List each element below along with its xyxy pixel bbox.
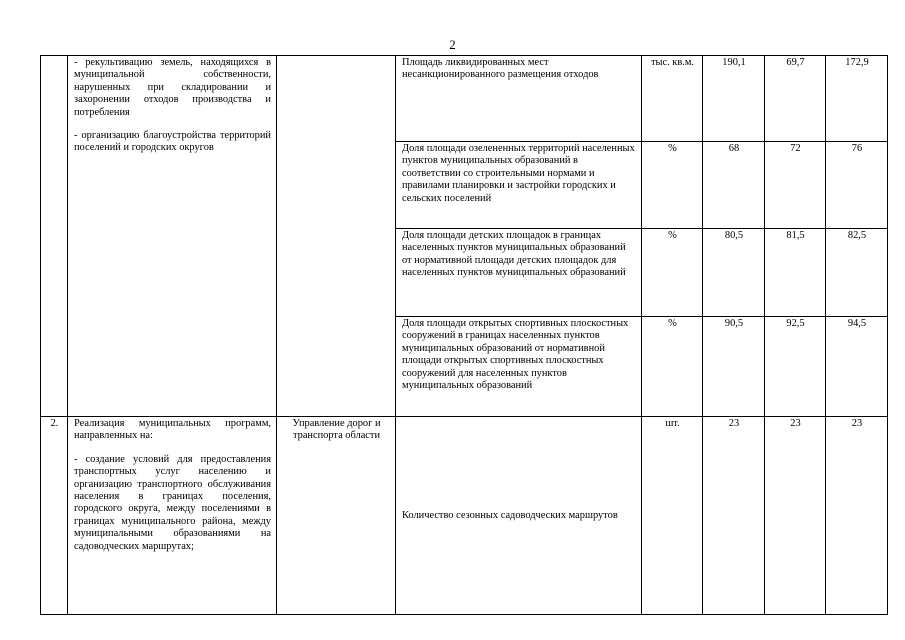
unit-cell: тыс. кв.м. bbox=[642, 56, 703, 142]
unit-cell: % bbox=[642, 317, 703, 417]
measure-paragraph: - создание условий для предоставления транспортных услуг населению и организацию транспортного обслуживания населения в границах поселения, городского округа, между поселениями в границах муниципального района, между муниципальными образованиями на садоводческих маршрутах; bbox=[74, 453, 271, 552]
page-number: 2 bbox=[449, 37, 456, 52]
row-number-cell: 2. bbox=[41, 417, 68, 615]
table-row bbox=[41, 417, 888, 615]
value-cell-3: 172,9 bbox=[826, 56, 888, 142]
responsible-org-cell: Управление дорог и транспорта области bbox=[277, 417, 396, 615]
measure-paragraph: - рекультивацию земель, находящихся в муниципальной собственности, нарушенных при складировании и захоронении отходов производства и потребления bbox=[74, 57, 271, 118]
value-cell-1: 80,5 bbox=[703, 229, 765, 317]
unit-cell: % bbox=[642, 142, 703, 229]
value-cell-1: 90,5 bbox=[703, 317, 765, 417]
table-row bbox=[41, 56, 888, 142]
measure-paragraph: - организацию благоустройства территорий поселений и городских округов bbox=[74, 130, 271, 154]
value-cell-3: 82,5 bbox=[826, 229, 888, 317]
unit-cell: шт. bbox=[642, 417, 703, 615]
value-cell-2: 81,5 bbox=[765, 229, 826, 317]
value-cell-1: 68 bbox=[703, 142, 765, 229]
value-cell-3: 76 bbox=[826, 142, 888, 229]
value-cell-2: 72 bbox=[765, 142, 826, 229]
row-number-cell bbox=[41, 56, 68, 417]
indicator-cell: Доля площади открытых спортивных плоскостных сооружений в границах населенных пунктов муниципальных образований от нормативной площади открытых спортивных плоскостных сооружений для населенных пунктов муниципальных образований bbox=[396, 317, 642, 417]
value-cell-1: 23 bbox=[703, 417, 765, 615]
indicator-cell: Доля площади озелененных территорий населенных пунктов муниципальных образований в соответствии со строительными нормами и правилами планировки и застройки городских и сельских поселений bbox=[396, 142, 642, 229]
indicator-cell: Площадь ликвидированных мест несанкционированного размещения отходов bbox=[396, 56, 642, 142]
value-cell-3: 94,5 bbox=[826, 317, 888, 417]
unit-cell: % bbox=[642, 229, 703, 317]
measure-cell bbox=[68, 56, 277, 417]
value-cell-2: 69,7 bbox=[765, 56, 826, 142]
value-cell-1: 190,1 bbox=[703, 56, 765, 142]
value-cell-2: 23 bbox=[765, 417, 826, 615]
measure-paragraph: Реализация муниципальных программ, направленных на: bbox=[74, 418, 271, 442]
value-cell-2: 92,5 bbox=[765, 317, 826, 417]
responsible-org-cell bbox=[277, 56, 396, 417]
indicator-cell: Доля площади детских площадок в границах населенных пунктов муниципальных образований от нормативной площади детских площадок для населенных пунктов муниципальных образований bbox=[396, 229, 642, 317]
indicator-cell: Количество сезонных садоводческих маршрутов bbox=[396, 417, 642, 615]
value-cell-3: 23 bbox=[826, 417, 888, 615]
program-indicators-table bbox=[40, 55, 888, 615]
measure-cell bbox=[68, 417, 277, 615]
